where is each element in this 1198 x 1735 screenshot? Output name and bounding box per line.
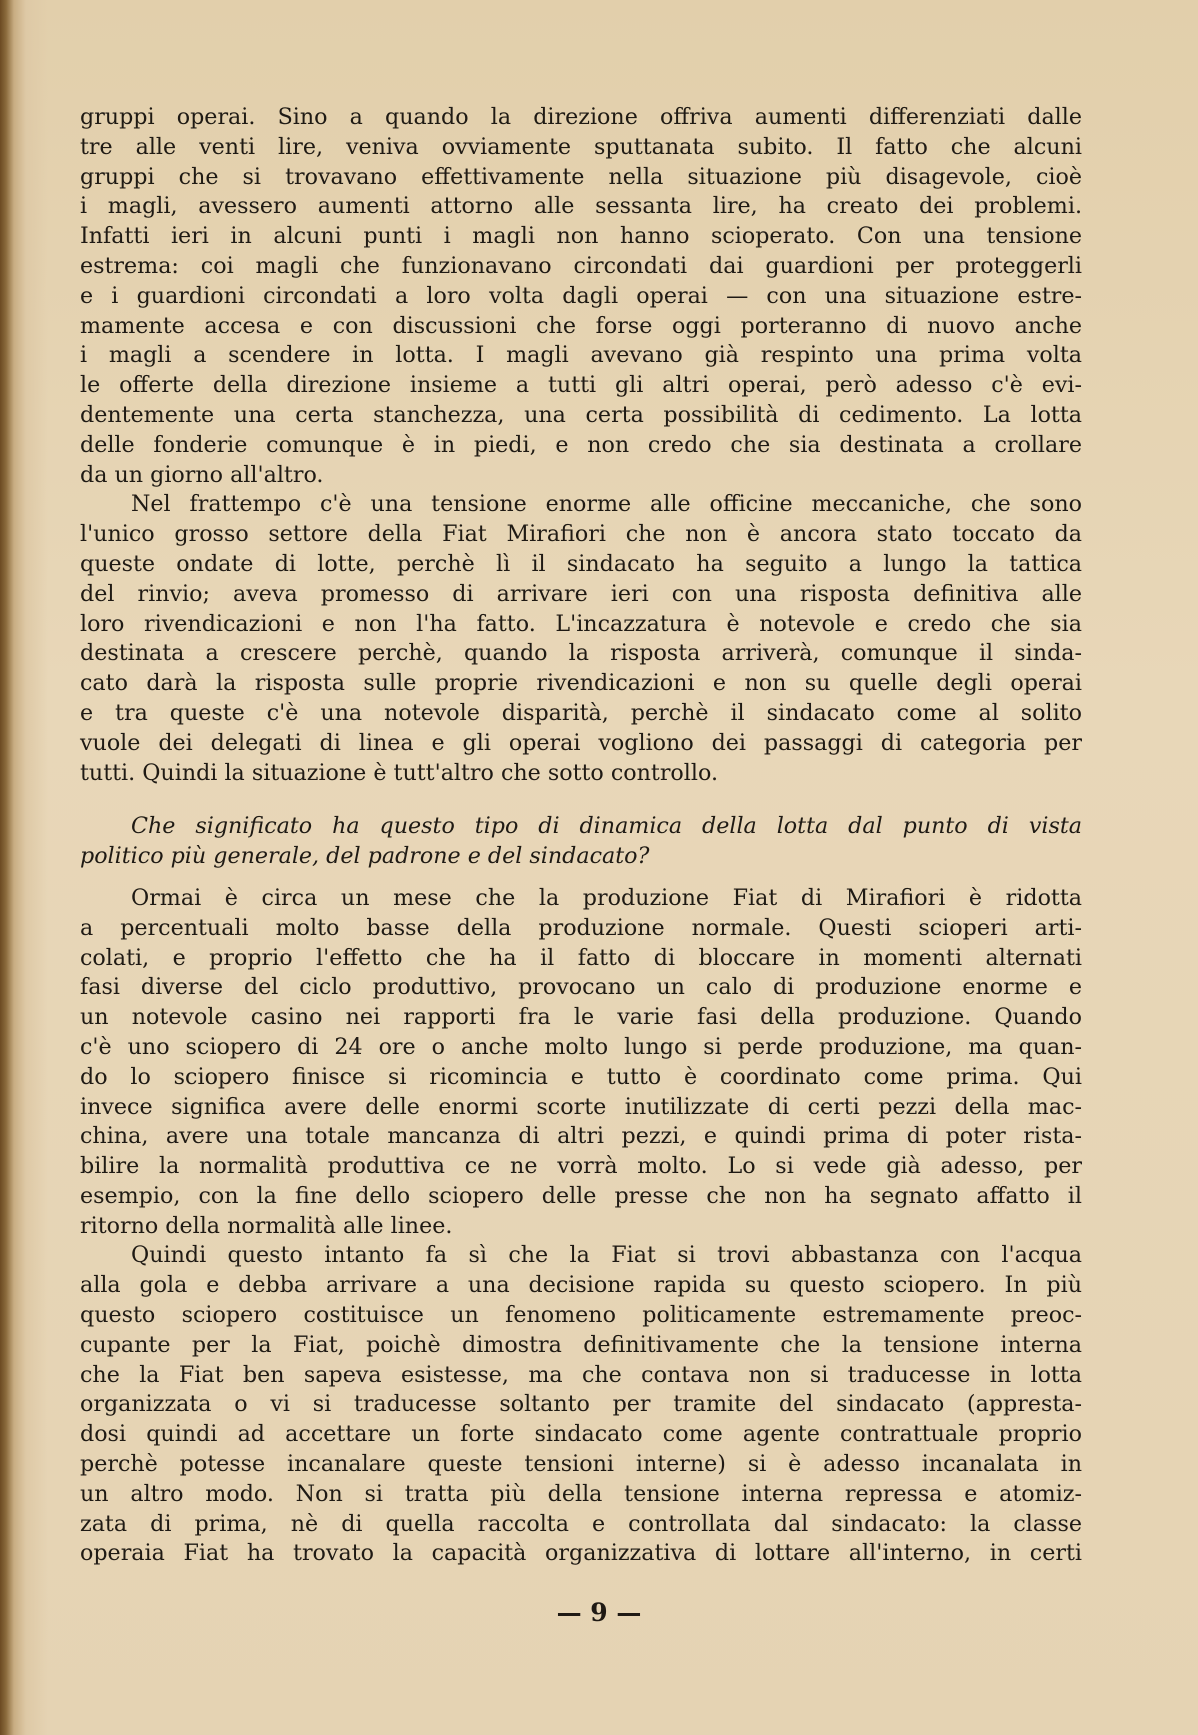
text-line: da un giorno all'altro. <box>80 461 324 488</box>
text-line: destinata a crescere perchè, quando la risposta arriverà, comunque il sinda- <box>80 640 1082 667</box>
text-line: Nel frattempo c'è una tensione enorme alle officine meccaniche, che sono <box>131 491 1082 518</box>
text-line: delle fonderie comunque è in piedi, e non credo che sia destinata a crollare <box>80 431 1082 458</box>
text-line: perchè potesse incanalare queste tensioni interne) si è adesso incanalata in <box>80 1451 1082 1478</box>
text-line: bilire la normalità produttiva ce ne vorrà molto. Lo si vede già adesso, per <box>80 1153 1082 1180</box>
text-line: tutti. Quindi la situazione è tutt'altro che sotto controllo. <box>80 759 718 786</box>
text-line: organizzata o vi si traducesse soltanto per tramite del sindacato (appresta- <box>80 1391 1082 1418</box>
text-line: vuole dei delegati di linea e gli operai vogliono dei passaggi di categoria per <box>80 729 1082 756</box>
text-line: Quindi questo intanto fa sì che la Fiat si trovi abbastanza con l'acqua <box>131 1242 1082 1269</box>
text-line: fasi diverse del ciclo produttivo, provocano un calo di produzione enorme e <box>80 974 1082 1001</box>
spacer <box>80 872 1082 884</box>
text-line: a percentuali molto basse della produzione normale. Questi scioperi arti- <box>80 914 1082 941</box>
text-line: cupante per la Fiat, poichè dimostra definitivamente che la tensione interna <box>80 1331 1082 1358</box>
text-line: le offerte della direzione insieme a tutti gli altri operai, però adesso c'è evi- <box>80 372 1082 399</box>
text-line: un altro modo. Non si tratta più della tensione interna repressa e atomiz- <box>80 1480 1082 1507</box>
text-line: dosi quindi ad accettare un forte sindacato come agente contrattuale proprio <box>80 1421 1082 1448</box>
text-line: Infatti ieri in alcuni punti i magli non hanno scioperato. Con una tensione <box>80 223 1082 250</box>
text-line: questo sciopero costituisce un fenomeno politicamente estremamente preoc- <box>80 1302 1082 1329</box>
text-line: estrema: coi magli che funzionavano circondati dai guardioni per proteggerli <box>80 252 1082 279</box>
paragraph-1 <box>80 103 1082 490</box>
text-line: colati, e proprio l'effetto che ha il fatto di bloccare in momenti alternati <box>80 944 1082 971</box>
paragraph-3 <box>80 884 1082 1242</box>
text-line: e i guardioni circondati a loro volta dagli operai — con una situazione estre- <box>80 282 1082 309</box>
question-line: politico più generale, del padrone e del sindacato? <box>80 843 650 870</box>
text-line: c'è uno sciopero di 24 ore o anche molto lungo si perde produzione, ma quan- <box>80 1033 1082 1060</box>
text-line: che la Fiat ben sapeva esistesse, ma che contava non si traducesse in lotta <box>80 1361 1082 1388</box>
text-line: mamente accesa e con discussioni che forse oggi porteranno di nuovo anche <box>80 312 1082 339</box>
text-line: queste ondate di lotte, perchè lì il sindacato ha seguito a lungo la tattica <box>80 550 1082 577</box>
text-line: dentemente una certa stanchezza, una certa possibilità di cedimento. La lotta <box>80 401 1082 428</box>
page-body-text <box>80 103 1082 1569</box>
text-line: cato darà la risposta sulle proprie rivendicazioni e non su quelle degli operai <box>80 670 1082 697</box>
text-line: tre alle venti lire, veniva ovviamente sputtanata subito. Il fatto che alcuni <box>80 133 1082 160</box>
text-line: e tra queste c'è una notevole disparità, perchè il sindacato come al solito <box>80 699 1082 726</box>
paragraph-4 <box>80 1241 1082 1569</box>
paragraph-2 <box>80 490 1082 788</box>
text-line: l'unico grosso settore della Fiat Mirafiori che non è ancora stato toccato da <box>80 521 1082 548</box>
spacer <box>80 788 1082 812</box>
text-line: gruppi operai. Sino a quando la direzione offriva aumenti differenziati dalle <box>80 104 1082 130</box>
text-line: zata di prima, nè di quella raccolta e controllata dal sindacato: la classe <box>80 1510 1082 1537</box>
text-line: loro rivendicazioni e non l'ha fatto. L'incazzatura è notevole e credo che sia <box>80 610 1082 637</box>
text-line: operaia Fiat ha trovato la capacità organizzativa di lottare all'interno, in certi <box>80 1540 1082 1567</box>
text-line: china, avere una totale mancanza di altri pezzi, e quindi prima di poter rista- <box>80 1123 1082 1150</box>
interview-question <box>80 812 1082 872</box>
text-line: invece significa avere delle enormi scorte inutilizzate di certi pezzi della mac- <box>80 1093 1082 1120</box>
text-line: i magli a scendere in lotta. I magli avevano già respinto una prima volta <box>80 342 1082 369</box>
text-line: ritorno della normalità alle linee. <box>80 1212 453 1239</box>
text-line: del rinvio; aveva promesso di arrivare ieri con una risposta definitiva alle <box>80 580 1082 607</box>
question-line: Che significato ha questo tipo di dinamica della lotta dal punto di vista <box>131 813 1082 840</box>
text-line: i magli, avessero aumenti attorno alle sessanta lire, ha creato dei problemi. <box>80 193 1082 220</box>
text-line: do lo sciopero finisce si ricomincia e tutto è coordinato come prima. Qui <box>80 1063 1082 1090</box>
text-line: gruppi che si trovavano effettivamente nella situazione più disagevole, cioè <box>80 163 1082 190</box>
page-number: — 9 — <box>556 1598 642 1627</box>
text-line: alla gola e debba arrivare a una decisione rapida su questo sciopero. In più <box>80 1272 1082 1299</box>
text-line: Ormai è circa un mese che la produzione Fiat di Mirafiori è ridotta <box>131 884 1082 911</box>
text-line: un notevole casino nei rapporti fra le varie fasi della produzione. Quando <box>80 1004 1082 1031</box>
text-line: esempio, con la fine dello sciopero delle presse che non ha segnato affatto il <box>80 1182 1082 1209</box>
